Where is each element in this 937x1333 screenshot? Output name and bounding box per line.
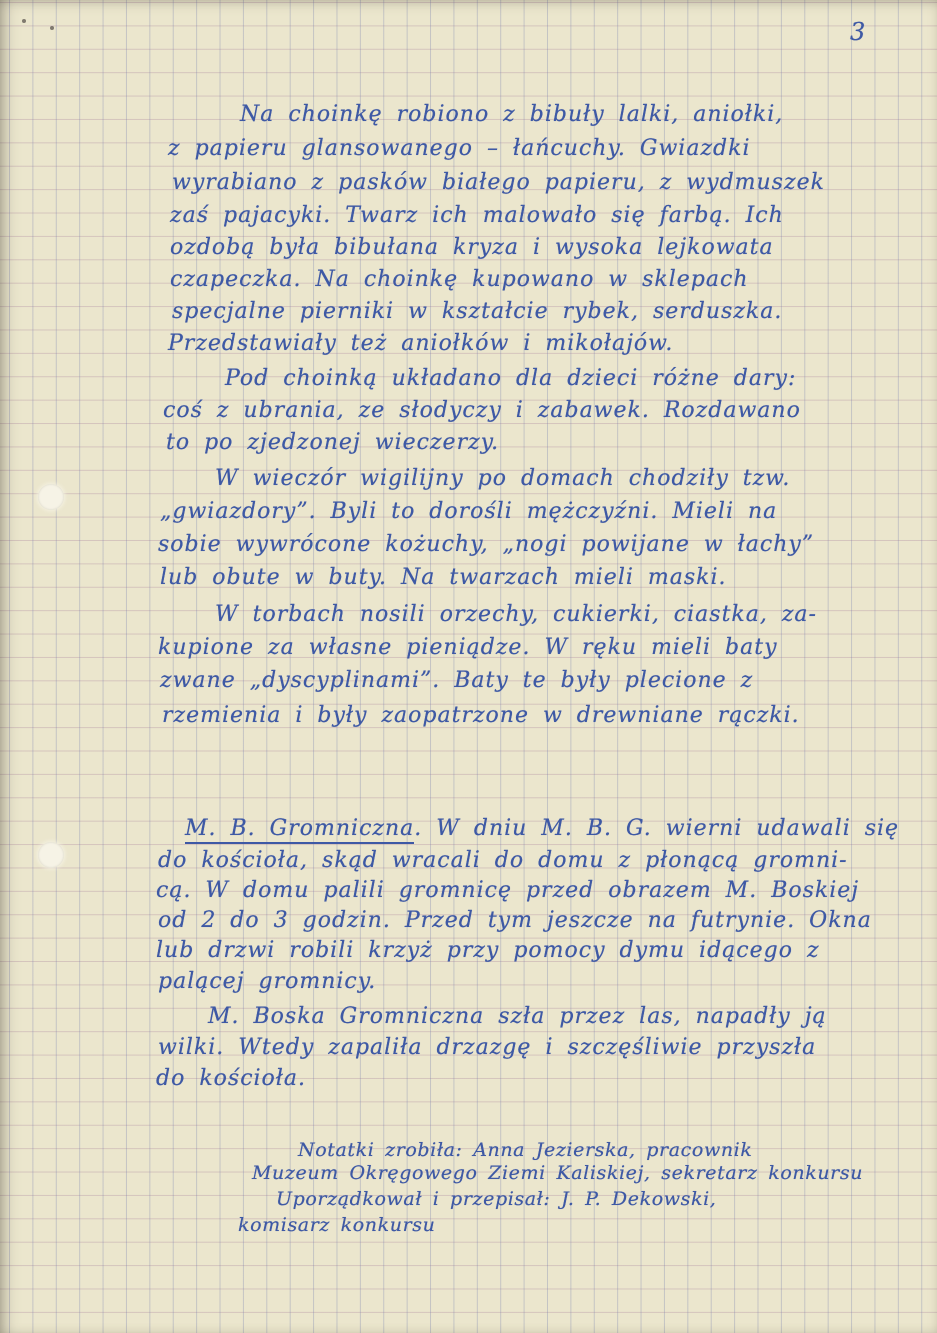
handwritten-line-dary-pod-choinka: Pod choinką układano dla dzieci różne dary: xyxy=(225,366,797,391)
page-number: 3 xyxy=(850,18,866,46)
handwritten-line-legenda-gromniczna: M. Boska Gromniczna szła przez las, napadły ją xyxy=(208,1004,827,1029)
handwritten-line-legenda-gromniczna: wilki. Wtedy zapaliła drzazgę i szczęśliwie przyszła xyxy=(158,1035,817,1060)
handwritten-line-choinka-ozdoby: Przedstawiały też aniołków i mikołajów. xyxy=(168,331,674,356)
handwritten-line-choinka-ozdoby: specjalne pierniki w kształcie rybek, serduszka. xyxy=(172,299,783,324)
handwritten-line-matka-boska-gromniczna: do kościoła, skąd wracali do domu z płonącą gromni- xyxy=(158,848,848,873)
handwritten-line-closing-credits: komisarz konkursu xyxy=(238,1214,436,1236)
handwritten-line-legenda-gromniczna: do kościoła. xyxy=(156,1066,307,1091)
handwritten-line-matka-boska-gromniczna: cą. W domu palili gromnicę przed obrazem M. Boskiej xyxy=(156,878,860,903)
hole-punch xyxy=(38,842,64,868)
handwritten-line-gwiazdory-torby: W torbach nosili orzechy, cukierki, ciastka, za- xyxy=(215,602,817,627)
handwritten-line-matka-boska-gromniczna: lub drzwi robili krzyż przy pomocy dymu idącego z xyxy=(156,938,820,963)
handwritten-line-gwiazdory: „gwiazdory”. Byli to dorośli mężczyźni. Mieli na xyxy=(160,499,778,524)
handwritten-line-choinka-ozdoby: czapeczka. Na choinkę kupowano w sklepach xyxy=(170,267,749,292)
underlined-heading: M. B. Gromniczna xyxy=(185,816,414,844)
handwritten-line-gwiazdory-torby: rzemienia i były zaopatrzone w drewniane rączki. xyxy=(162,703,800,728)
handwritten-line-dary-pod-choinka: coś z ubrania, ze słodyczy i zabawek. Rozdawano xyxy=(163,398,801,423)
handwritten-line-choinka-ozdoby: wyrabiano z pasków białego papieru, z wydmuszek xyxy=(172,170,825,195)
handwritten-line-choinka-ozdoby: zaś pajacyki. Twarz ich malowało się farbą. Ich xyxy=(170,203,784,228)
handwritten-line-gwiazdory-torby: zwane „dyscyplinami”. Baty te były plecione z xyxy=(160,668,754,693)
handwritten-line-gwiazdory: sobie wywrócone kożuchy, „nogi powijane w łachy” xyxy=(158,532,815,557)
handwritten-line-matka-boska-gromniczna: M. B. Gromniczna. W dniu M. B. G. wierni udawali się xyxy=(185,818,899,840)
handwritten-line-closing-credits: Notatki zrobiła: Anna Jezierska, pracownik xyxy=(298,1139,753,1161)
handwritten-line-matka-boska-gromniczna: od 2 do 3 godzin. Przed tym jeszcze na futrynie. Okna xyxy=(158,908,872,933)
ink-speck xyxy=(22,19,26,23)
handwritten-line-gwiazdory: W wieczór wigilijny po domach chodziły tzw. xyxy=(215,466,791,491)
handwritten-line-closing-credits: Muzeum Okręgowego Ziemi Kaliskiej, sekretarz konkursu xyxy=(252,1162,864,1184)
handwritten-line-matka-boska-gromniczna: palącej gromnicy. xyxy=(158,969,377,994)
handwritten-line-dary-pod-choinka: to po zjedzonej wieczerzy. xyxy=(166,430,500,455)
handwritten-line-choinka-ozdoby: z papieru glansowanego – łańcuchy. Gwiazdki xyxy=(168,136,751,161)
handwritten-line-closing-credits: Uporządkował i przepisał: J. P. Dekowski, xyxy=(276,1188,717,1210)
handwritten-line-gwiazdory-torby: kupione za własne pieniądze. W ręku mieli baty xyxy=(158,635,778,660)
handwritten-line-choinka-ozdoby: ozdobą była bibułana kryza i wysoka lejkowata xyxy=(170,235,774,260)
ink-speck xyxy=(50,26,54,30)
handwritten-line-gwiazdory: lub obute w buty. Na twarzach mieli maski. xyxy=(160,565,727,590)
handwritten-line-choinka-ozdoby: Na choinkę robiono z bibuły lalki, aniołki, xyxy=(240,102,784,127)
hole-punch xyxy=(38,484,64,510)
